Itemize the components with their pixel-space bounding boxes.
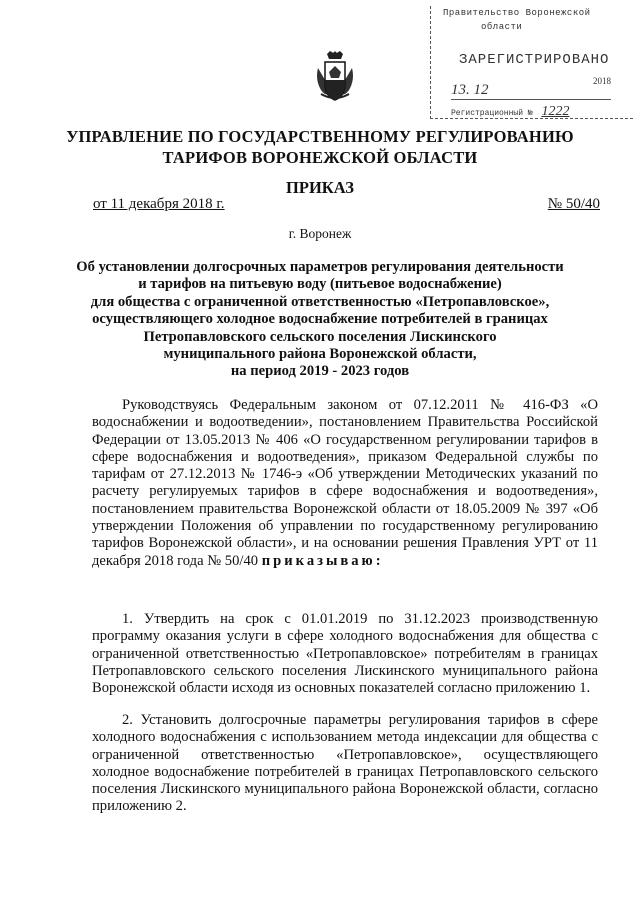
stamp-reg: [451, 104, 569, 120]
organization-title: [0, 126, 640, 168]
coat-of-arms-icon: [315, 50, 355, 104]
stamp-year: 2018: [593, 76, 611, 86]
subject-line: осуществляющего холодное водоснабжение потребителей в границах: [92, 311, 548, 328]
subject-line: для общества с ограниченной ответственностью «Петропавловское»,: [90, 293, 550, 310]
org-line-2: ТАРИФОВ ВОРОНЕЖСКОЙ ОБЛАСТИ: [162, 148, 478, 167]
subject-line: Об установлении долгосрочных параметров регулирования деятельности: [76, 259, 564, 275]
stamp-status: ЗАРЕГИСТРИРОВАНО: [459, 52, 610, 68]
subject-line: и тарифов на питьевую воду (питьевое водоснабжение): [138, 276, 502, 293]
registration-stamp: [430, 6, 633, 119]
order-subject: [70, 259, 570, 381]
document-type: ПРИКАЗ: [286, 178, 354, 197]
stamp-reg-label: Регистрационный №: [451, 109, 533, 118]
preamble-text: Руководствуясь Федеральным законом от 07.12.2011 № 416-ФЗ «О водоснабжении и водоотведении», постановлением Правительства Российской Федерации от 13.05.2013 № 406 «О государственном регулировании тарифов в сфере водоснабжения и водоотведения», приказом Федеральной службы по тарифам от 27.12.2013 № 1746-э «Об утверждении Методических указаний по расчету регулируемых тарифов в сфере водоснабжения и водоотведения», постановлением правительства Воронежской области от 18.05.2009 № 397 «Об утверждении Положения об управлении по государственному регулированию тарифов Воронежской области», и на основании решения Правления УРТ от 11 декабря 2018 года № 50/40: [92, 397, 598, 569]
subject-line: муниципального района Воронежской области,: [163, 346, 477, 363]
stamp-line-2: области: [481, 22, 523, 32]
org-line-1: УПРАВЛЕНИЕ ПО ГОСУДАРСТВЕННОМУ РЕГУЛИРОВАНИЮ: [66, 127, 574, 146]
stamp-reg-number: 1222: [541, 104, 570, 119]
stamp-date-handwritten: 13. 12: [451, 82, 489, 98]
order-date: от 11 декабря 2018 г.: [93, 196, 225, 212]
order-number: № 50/40: [547, 196, 600, 212]
subject-line: Петропавловского сельского поселения Лискинского: [143, 328, 497, 345]
order-verb: приказываю:: [261, 552, 384, 569]
stamp-line-1: Правительство Воронежской: [443, 8, 591, 18]
clause-1: 1. Утвердить на срок с 01.01.2019 по 31.12.2023 производственную программу оказания услуги в сфере холодного водоснабжения для общества с ограниченной ответственностью «Петропавловское» потребителям в границах Петропавловского сельского поселения Лискинского муниципального района Воронежской области исходя из основных показателей согласно приложению 1.: [92, 611, 598, 697]
city: г. Воронеж: [288, 226, 352, 241]
preamble-paragraph: [92, 397, 598, 570]
clause-2: 2. Установить долгосрочные параметры регулирования тарифов в сфере холодного водоснабжения с использованием метода индексации для общества с ограниченной ответственностью «Петропавловское», осуществляющего холодное водоснабжение потребителей в границах Петропавловского сельского поселения Лискинского муниципального района Воронежской области, согласно приложению 2.: [92, 712, 598, 815]
stamp-date: [451, 76, 611, 100]
subject-line: на период 2019 - 2023 годов: [230, 363, 410, 380]
